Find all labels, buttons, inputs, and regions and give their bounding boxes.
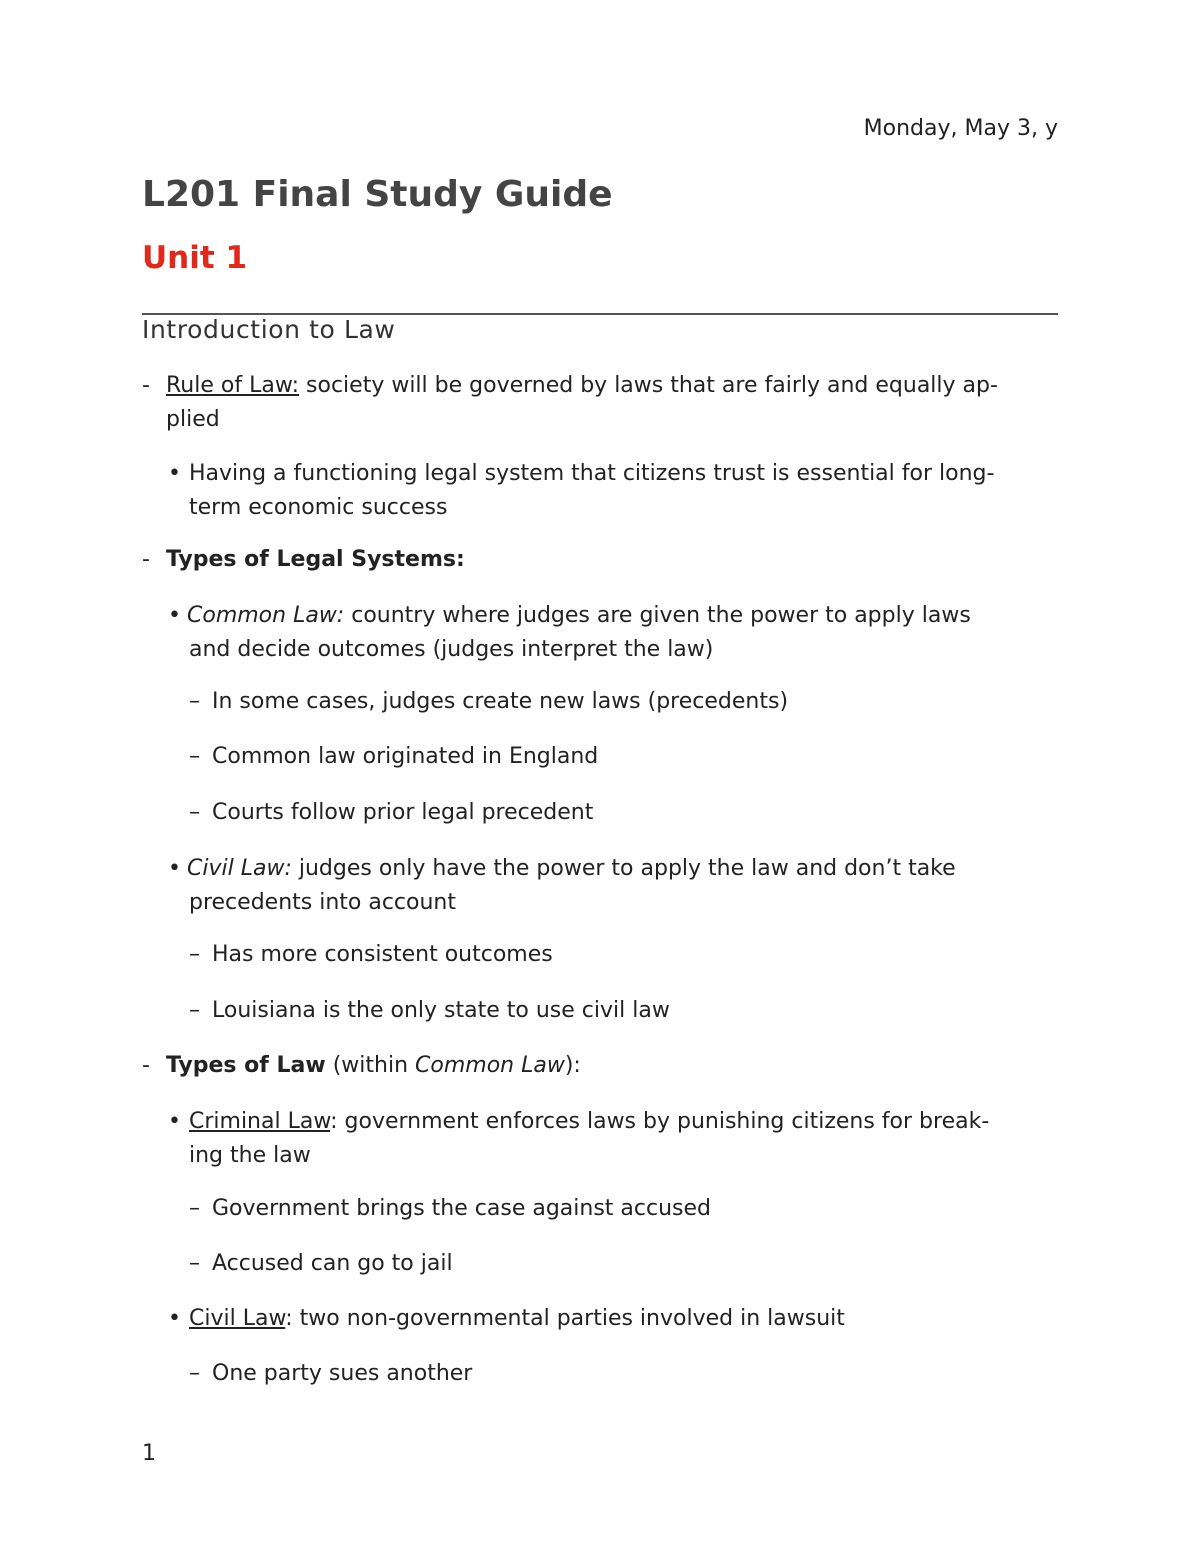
common-law-line2: and decide outcomes (judges interpret the law) bbox=[189, 637, 714, 662]
en-dash-marker: – bbox=[189, 1361, 200, 1386]
rule-of-law-line1 bbox=[166, 373, 998, 398]
en-dash-marker: – bbox=[189, 1251, 200, 1276]
rule-of-law-line2: plied bbox=[166, 407, 220, 432]
en-dash-marker: – bbox=[189, 942, 200, 967]
en-dash-marker: – bbox=[189, 1196, 200, 1221]
page-number: 1 bbox=[142, 1441, 156, 1466]
criminal-law-line2: ing the law bbox=[189, 1143, 311, 1168]
common-law-term: Common Law: bbox=[187, 603, 345, 628]
criminal-law-line1 bbox=[189, 1109, 989, 1134]
rule-of-law-text-1: society will be governed by laws that are fairly and equally ap- bbox=[299, 373, 998, 398]
list-item-text: Common law originated in England bbox=[212, 744, 599, 769]
list-item-text: Courts follow prior legal precedent bbox=[212, 800, 594, 825]
criminal-law-term: Criminal Law bbox=[189, 1109, 331, 1134]
bullet-marker: • bbox=[168, 461, 181, 486]
common-law-line1 bbox=[187, 603, 971, 628]
trust-line1: Having a functioning legal system that citizens trust is essential for long- bbox=[189, 461, 995, 486]
list-item-text: One party sues another bbox=[212, 1361, 473, 1386]
bullet-marker: • bbox=[168, 1306, 181, 1331]
header-date: Monday, May 3, y bbox=[863, 116, 1058, 141]
list-item-text: Accused can go to jail bbox=[212, 1251, 453, 1276]
list-item-text: Government brings the case against accused bbox=[212, 1196, 711, 1221]
rule-of-law-term: Rule of Law: bbox=[166, 373, 300, 398]
dash-marker: - bbox=[142, 547, 150, 572]
legal-systems-heading: Types of Legal Systems: bbox=[166, 547, 465, 572]
list-item-text: Has more consistent outcomes bbox=[212, 942, 553, 967]
en-dash-marker: – bbox=[189, 744, 200, 769]
unit-heading: Unit 1 bbox=[142, 240, 248, 276]
en-dash-marker: – bbox=[189, 800, 200, 825]
civil-law-type-line1 bbox=[189, 1306, 845, 1331]
section-heading: Introduction to Law bbox=[142, 315, 396, 344]
types-of-law-italic: Common Law bbox=[415, 1053, 565, 1078]
dash-marker: - bbox=[142, 1053, 150, 1078]
document-title: L201 Final Study Guide bbox=[142, 174, 613, 215]
civil-law-term: Civil Law: bbox=[187, 856, 292, 881]
en-dash-marker: – bbox=[189, 689, 200, 714]
bullet-marker: • bbox=[168, 1109, 181, 1134]
types-of-law-post: ): bbox=[564, 1053, 581, 1078]
bullet-marker: • bbox=[168, 603, 181, 628]
common-law-text-1: country where judges are given the power to apply laws bbox=[344, 603, 971, 628]
civil-law-type-term: Civil Law bbox=[189, 1306, 286, 1331]
trust-line2: term economic success bbox=[189, 495, 448, 520]
dash-marker: - bbox=[142, 373, 150, 398]
list-item-text: In some cases, judges create new laws (precedents) bbox=[212, 689, 789, 714]
civil-law-line1 bbox=[187, 856, 956, 881]
civil-law-type-text-1: : two non-governmental parties involved in lawsuit bbox=[285, 1306, 845, 1331]
civil-law-line2: precedents into account bbox=[189, 890, 456, 915]
criminal-law-text-1: : government enforces laws by punishing citizens for break- bbox=[330, 1109, 990, 1134]
civil-law-text-1: judges only have the power to apply the law and don’t take bbox=[291, 856, 956, 881]
types-of-law-pre: (within bbox=[325, 1053, 416, 1078]
types-of-law-heading bbox=[166, 1053, 581, 1078]
types-of-law-bold: Types of Law bbox=[166, 1053, 326, 1078]
list-item-text: Louisiana is the only state to use civil law bbox=[212, 998, 670, 1023]
en-dash-marker: – bbox=[189, 998, 200, 1023]
bullet-marker: • bbox=[168, 856, 181, 881]
